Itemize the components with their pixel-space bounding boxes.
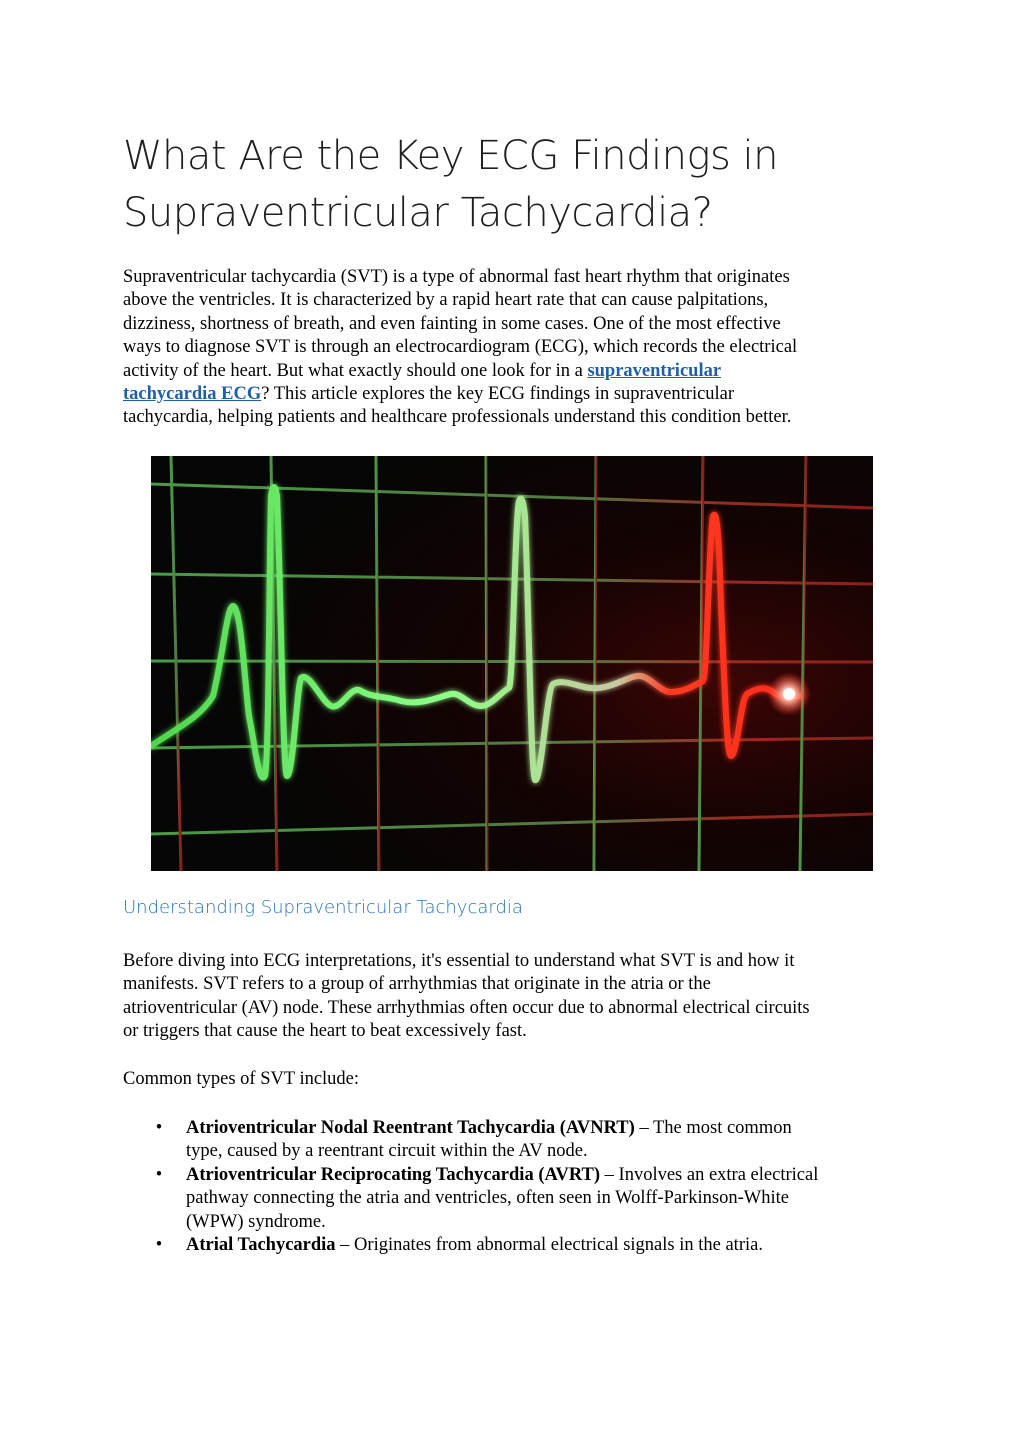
list-item [153,1117,913,1164]
list-item [153,1164,913,1234]
intro-line: tachycardia, helping patients and healthcare professionals understand this condition better. [123,407,792,428]
section-line: manifests. SVT refers to a group of arrhythmias that originate in the atria or the [123,974,711,995]
svt-ecg-link[interactable]: supraventricular [587,360,722,381]
list-item-desc: – The most common [634,1118,792,1138]
svt-ecg-link-continued[interactable]: tachycardia ECG [123,384,262,405]
list-item-desc: – Involves an extra electrical [600,1164,819,1185]
intro-paragraph [123,266,898,430]
list-item-desc: pathway connecting the atria and ventricles, often seen in Wolff-Parkinson-White [186,1188,789,1209]
ecg-illustration [151,456,873,871]
intro-line: ways to diagnose SVT is through an electrocardiogram (ECG), which records the electrical [123,337,798,358]
section-line: Before diving into ECG interpretations, it's essential to understand what SVT is and how it [123,951,795,971]
intro-line [123,383,898,406]
intro-line [123,360,898,383]
title-line-2: Supraventricular Tachycardia? [123,190,713,236]
bullet-icon: • [155,1118,163,1138]
intro-line: above the ventricles. It is characterized by a rapid heart rate that can cause palpitations, [123,290,769,311]
title-line-1: What Are the Key ECG Findings in [123,133,779,179]
list-item-term: Atrioventricular Reciprocating Tachycardia (AVRT) [186,1164,601,1185]
list-item-term: Atrial Tachycardia [186,1235,336,1256]
intro-line: Supraventricular tachycardia (SVT) is a type of abnormal fast heart rhythm that originates [123,267,790,287]
ecg-monitor-image [151,456,873,871]
intro-line: dizziness, shortness of breath, and even fainting in some cases. One of the most effective [123,313,781,334]
section-paragraph [123,950,898,1044]
list-item-desc: – Originates from abnormal electrical signals in the atria. [335,1235,763,1256]
section-line: atrioventricular (AV) node. These arrhythmias often occur due to abnormal electrical circuits [123,997,810,1018]
page-title [123,128,923,242]
bullet-icon: • [155,1164,163,1185]
intro-text: ? This article explores the key ECG findings in supraventricular [261,384,735,405]
types-intro: Common types of SVT include: [123,1069,360,1089]
list-item-desc: type, caused by a reentrant circuit within the AV node. [186,1141,588,1162]
list-item [153,1234,913,1257]
section-line: or triggers that cause the heart to beat excessively fast. [123,1021,527,1042]
svt-types-list [153,1117,913,1257]
intro-text: activity of the heart. But what exactly should one look for in a [123,360,588,381]
bullet-icon: • [155,1235,163,1256]
section-heading: Understanding Supraventricular Tachycardia [123,897,523,918]
list-item-term: Atrioventricular Nodal Reentrant Tachycardia (AVNRT) [186,1118,635,1138]
list-item-desc: (WPW) syndrome. [186,1211,326,1232]
